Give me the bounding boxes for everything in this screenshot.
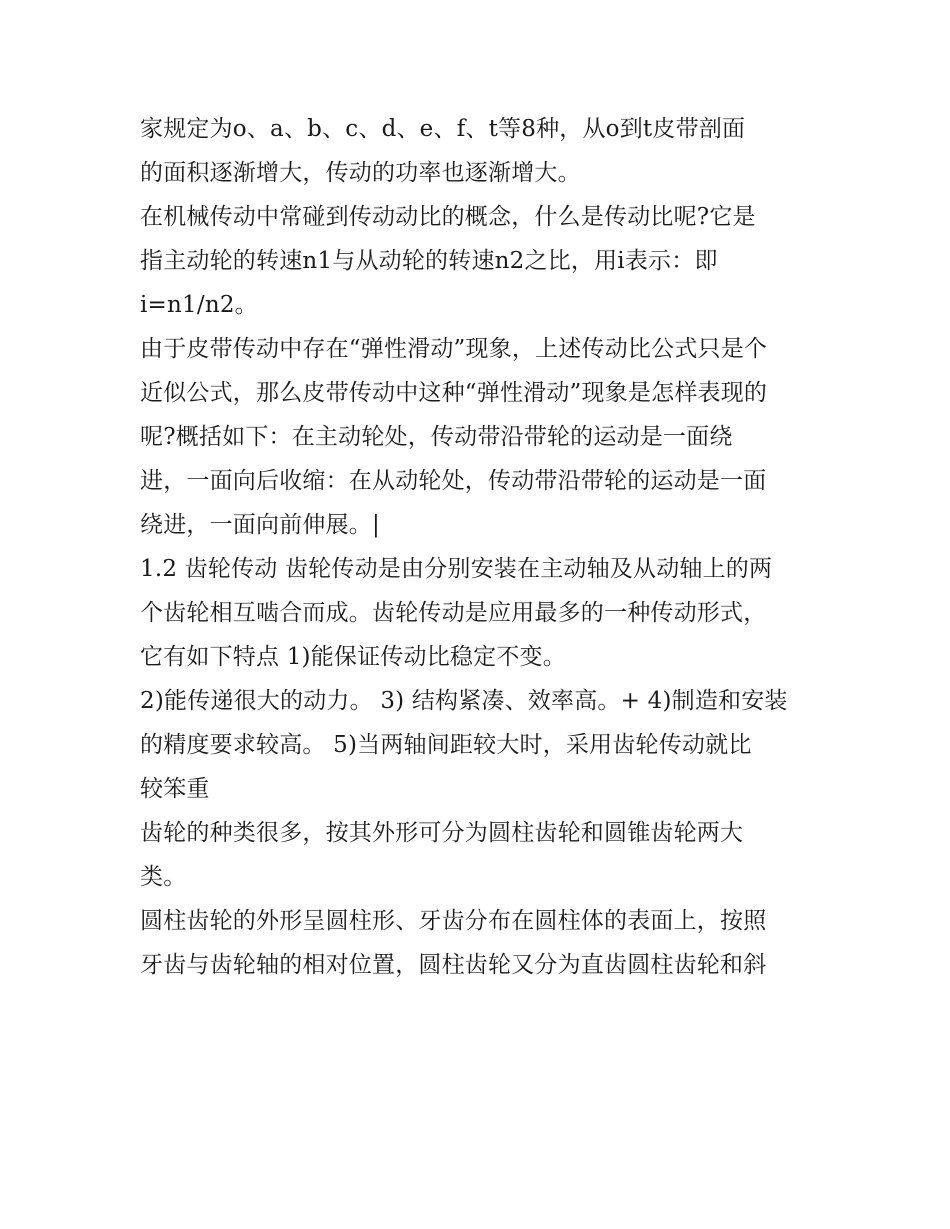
text-line: 在机械传动中常碰到传动动比的概念，什么是传动比呢?它是 [140, 204, 756, 230]
text-line: 牙齿与齿轮轴的相对位置，圆柱齿轮又分为直齿圆柱齿轮和斜 [140, 952, 767, 978]
text-line: 个齿轮相互啮合而成。齿轮传动是应用最多的一种传动形式， [140, 600, 767, 626]
text-line: 较笨重 [140, 776, 210, 802]
text-line: i=n1/n2。 [140, 292, 258, 318]
text-line: 2)能传递很大的动力。 3) 结构紧凑、效率高。+ 4)制造和安装 [140, 688, 788, 714]
text-line: 1.2 齿轮传动 齿轮传动是由分别安装在主动轴及从动轴上的两 [140, 556, 773, 582]
text-line: 进，一面向后收缩：在从动轮处，传动带沿带轮的运动是一面 [140, 468, 767, 494]
text-line: 绕进，一面向前伸展。| [140, 512, 380, 538]
text-line: 齿轮的种类很多，按其外形可分为圆柱齿轮和圆锥齿轮两大 [140, 820, 744, 846]
text-line: 近似公式，那么皮带传动中这种“弹性滑动”现象是怎样表现的 [140, 380, 768, 406]
text-line: 它有如下特点 1)能保证传动比稳定不变。 [140, 644, 566, 670]
text-line: 类。 [140, 864, 187, 890]
text-line: 圆柱齿轮的外形呈圆柱形、牙齿分布在圆柱体的表面上，按照 [140, 908, 767, 934]
document-body [140, 107, 820, 987]
text-line: 的精度要求较高。 5)当两轴间距较大时，采用齿轮传动就比 [140, 732, 752, 758]
text-line: 指主动轮的转速n1与从动轮的转速n2之比，用i表示：即 [140, 248, 718, 274]
text-line: 由于皮带传动中存在“弹性滑动”现象，上述传动比公式只是个 [140, 336, 768, 362]
text-line: 的面积逐渐增大，传动的功率也逐渐增大。 [140, 160, 581, 186]
text-line: 呢?概括如下：在主动轮处，传动带沿带轮的运动是一面绕 [140, 424, 733, 450]
text-line: 家规定为o、a、b、c、d、e、f、t等8种，从o到t皮带剖面 [140, 116, 746, 142]
